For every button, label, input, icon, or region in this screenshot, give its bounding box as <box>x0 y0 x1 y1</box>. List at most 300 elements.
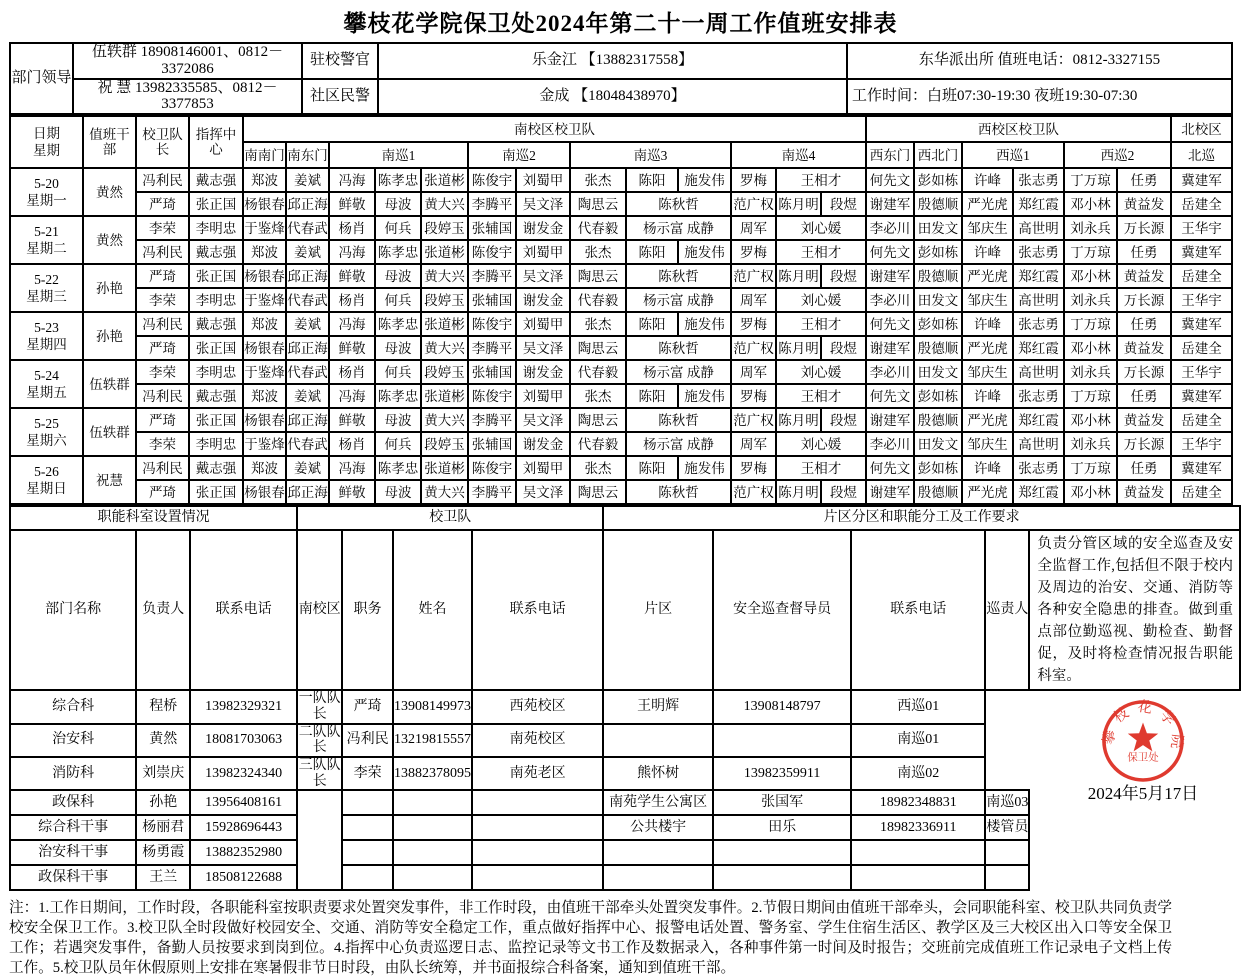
guard-name-cell: 刘心媛 <box>776 360 866 384</box>
duty-row <box>10 216 1232 240</box>
column-header: 南巡1 <box>329 142 468 168</box>
department-person-cell: 杨勇霞 <box>136 840 190 865</box>
guard-name-cell: 王华宇 <box>1171 432 1232 456</box>
guard-name-cell: 戴志强 <box>189 456 243 480</box>
zone-supervisor-cell: 田乐 <box>713 815 851 840</box>
guard-name-cell: 高世明 <box>1013 432 1064 456</box>
guard-name-cell: 岳建全 <box>1171 480 1232 504</box>
guard-name-cell: 施发伟 <box>678 240 731 264</box>
date-cell <box>10 216 83 264</box>
guard-name-cell: 严琦 <box>136 264 189 288</box>
guard-name-cell: 杨肖 <box>329 288 375 312</box>
zone-supervisor-cell <box>713 840 851 865</box>
guard-name-cell: 邱正海 <box>286 192 329 216</box>
guard-name-cell: 郑红霞 <box>1013 192 1064 216</box>
guard-name-cell: 许峰 <box>962 240 1013 264</box>
guard-name-cell: 李明忠 <box>189 216 243 240</box>
guard-name-cell: 刘蜀甲 <box>516 384 570 408</box>
guard-name-cell: 施发伟 <box>678 168 731 192</box>
zone-patrol-header: 巡责人 <box>985 530 1029 690</box>
guard-name-cell: 冀建军 <box>1171 168 1232 192</box>
guard-name-cell: 张杰 <box>570 456 626 480</box>
guard-name-cell: 陶思云 <box>570 192 626 216</box>
weekday-label: 星期四 <box>26 337 67 353</box>
guard-name-cell <box>393 790 472 815</box>
guard-name-cell: 何兵 <box>375 288 421 312</box>
guard-name-cell: 张志勇 <box>1013 240 1064 264</box>
guard-name-cell: 吴文泽 <box>516 408 570 432</box>
guard-name-cell: 陈孝忠 <box>375 384 421 408</box>
guard-name-cell: 施发伟 <box>678 384 731 408</box>
work-hours: 工作时间：白班07:30-19:30 夜班19:30-07:30 <box>847 79 1232 115</box>
department-name-cell: 综合科干事 <box>10 815 136 840</box>
guard-name-cell: 代春毅 <box>570 432 626 456</box>
guard-role-cell <box>342 840 393 865</box>
guard-name-cell: 刘蜀甲 <box>516 240 570 264</box>
zone-patrol-cell: 楼管员 <box>985 815 1029 840</box>
guard-name-cell: 李腾平 <box>468 408 516 432</box>
guard-name-cell: 陈阳 <box>626 456 678 480</box>
guard-name-cell: 黄大兴 <box>421 264 468 288</box>
guard-name-cell: 代春武 <box>286 216 329 240</box>
guard-name-cell: 王相才 <box>776 384 866 408</box>
guard-name-cell: 李腾平 <box>468 264 516 288</box>
guard-role-cell: 三队队长 <box>298 757 341 789</box>
guard-name-cell: 谢建军 <box>866 336 914 360</box>
dept-person-header: 负责人 <box>136 530 190 690</box>
guard-name-cell: 代春毅 <box>570 288 626 312</box>
dept-phone-header: 联系电话 <box>190 530 297 690</box>
guard-phone-cell <box>472 790 603 815</box>
guard-name-cell: 李腾平 <box>468 480 516 504</box>
guard-name-cell: 张志勇 <box>1013 456 1064 480</box>
column-header: 西北门 <box>914 142 962 168</box>
guard-role-header: 职务 <box>342 530 393 690</box>
guard-name-cell: 刘心媛 <box>776 216 866 240</box>
table-row <box>10 79 1232 115</box>
guard-phone-cell <box>472 840 603 865</box>
guard-name-cell: 刘永兵 <box>1064 432 1117 456</box>
duty-row <box>10 264 1232 288</box>
guard-name-cell: 鲜敬 <box>329 192 375 216</box>
guard-name-cell: 吴文泽 <box>516 264 570 288</box>
guard-name-cell: 冀建军 <box>1171 456 1232 480</box>
guard-name-cell: 陶思云 <box>570 408 626 432</box>
department-name-cell: 治安科干事 <box>10 840 136 865</box>
seal-ring-text: 攀枝花学院 <box>1100 698 1186 757</box>
guard-name-cell: 张正国 <box>189 264 243 288</box>
guard-name-cell: 母波 <box>375 480 421 504</box>
date-cell <box>10 264 83 312</box>
guard-name-cell: 戴志强 <box>189 312 243 336</box>
guard-name-cell: 母波 <box>375 408 421 432</box>
guard-name-cell: 杨银春 <box>243 408 286 432</box>
guard-name-cell: 冯利民 <box>136 456 189 480</box>
guard-name-cell: 刘蜀甲 <box>516 168 570 192</box>
south-campus-header: 南校区校卫队 <box>243 116 866 142</box>
work-requirements-text: 负责分管区域的安全巡查及安全监督工作,包括但不限于校内及周边的治安、交通、消防等各种安全隐患的排查。做到重点部位勤巡视、勤检查、勤督促，及时将检查情况报告职能科室。 <box>1029 530 1240 690</box>
department-phone-cell: 18508122688 <box>190 865 297 890</box>
date-label: 5-23 <box>34 319 59 335</box>
guard-name-cell: 谢建军 <box>866 192 914 216</box>
guard-name-cell: 黄益发 <box>1117 408 1171 432</box>
guard-name-cell: 邱正海 <box>286 408 329 432</box>
guard-name-cell: 郑波 <box>243 312 286 336</box>
guard-name-cell: 许峰 <box>962 456 1013 480</box>
guard-name-cell: 施发伟 <box>678 312 731 336</box>
guard-name-cell: 张正国 <box>189 408 243 432</box>
guard-name-cell: 万长源 <box>1117 216 1171 240</box>
guard-phone-cell <box>472 815 603 840</box>
table-row <box>10 815 1240 840</box>
duty-cadre-cell: 黄然 <box>83 168 136 216</box>
guard-name-cell: 高世明 <box>1013 360 1064 384</box>
guard-name-cell: 刘心媛 <box>776 288 866 312</box>
guard-name-cell: 段婷玉 <box>421 288 468 312</box>
leaders-label: 部门领导 <box>10 43 73 114</box>
guard-name-cell: 万长源 <box>1117 360 1171 384</box>
bottom-info-table <box>9 505 1241 891</box>
guard-name-cell: 严琦 <box>136 408 189 432</box>
guard-name-cell <box>393 840 472 865</box>
duty-cadre-cell: 祝慧 <box>83 456 136 504</box>
column-header: 南巡4 <box>731 142 866 168</box>
guard-name-cell: 罗梅 <box>731 240 776 264</box>
date-label: 5-21 <box>34 223 59 239</box>
guard-name-cell: 刘永兵 <box>1064 216 1117 240</box>
guard-name-cell: 严琦 <box>342 690 393 723</box>
department-info-table <box>9 42 1233 115</box>
zone-supervisor-cell <box>603 724 713 757</box>
zone-patrol-cell <box>985 865 1029 890</box>
guard-name-cell: 郑红霞 <box>1013 264 1064 288</box>
guard-name-cell: 范广权 <box>731 192 776 216</box>
zones-section-title: 片区分区和职能分工及工作要求 <box>603 506 1240 530</box>
guard-name-cell: 王相才 <box>776 240 866 264</box>
table-row <box>10 724 1240 757</box>
guard-name-cell: 母波 <box>375 192 421 216</box>
guard-name-cell: 邓小林 <box>1064 480 1117 504</box>
guard-name-cell: 张志勇 <box>1013 384 1064 408</box>
guard-phone-cell: 13219815557 <box>393 724 472 757</box>
zone-area-cell <box>603 840 713 865</box>
guard-name-cell: 谢建军 <box>866 480 914 504</box>
weekday-label: 星期六 <box>26 433 67 449</box>
guard-name-cell: 杨示富 成静 <box>626 432 731 456</box>
table-row <box>10 690 1240 723</box>
guard-name-cell: 邱正海 <box>286 480 329 504</box>
guard-name-cell: 陈俊宇 <box>468 384 516 408</box>
guard-name-cell: 李荣 <box>136 432 189 456</box>
guard-name-cell: 姜斌 <box>286 456 329 480</box>
zone-phone-cell: 18982336911 <box>851 815 985 840</box>
guard-name-cell: 鲜敬 <box>329 408 375 432</box>
guard-name-cell: 任勇 <box>1117 168 1171 192</box>
duty-cadre-cell: 伍轶群 <box>83 360 136 408</box>
guard-name-cell <box>393 815 472 840</box>
guard-name-cell: 母波 <box>375 336 421 360</box>
date-cell <box>10 456 83 504</box>
table-row <box>10 506 1240 530</box>
guard-name-cell: 张辅国 <box>468 432 516 456</box>
guard-name-cell: 冯利民 <box>136 168 189 192</box>
duty-row <box>10 432 1232 456</box>
guard-name-cell: 周军 <box>731 288 776 312</box>
weekday-label: 星期一 <box>26 193 67 209</box>
guard-name-cell: 田发文 <box>914 288 962 312</box>
guard-name-cell: 姜斌 <box>286 384 329 408</box>
guard-name-cell: 许峰 <box>962 168 1013 192</box>
guard-name-cell: 施发伟 <box>678 456 731 480</box>
guard-name-cell: 陈月明 <box>776 264 821 288</box>
guard-name-cell: 邓小林 <box>1064 336 1117 360</box>
date-cell <box>10 360 83 408</box>
department-name-cell: 治安科 <box>10 724 136 757</box>
page-title: 攀枝花学院保卫处2024年第二十一周工作值班安排表 <box>343 11 898 36</box>
guard-name-cell: 何先文 <box>866 168 914 192</box>
guard-name-cell: 殷德顺 <box>914 264 962 288</box>
guard-name-cell: 段煜 <box>821 336 866 360</box>
guard-name-cell: 杨肖 <box>329 216 375 240</box>
guard-name-cell: 任勇 <box>1117 384 1171 408</box>
guard-name-cell: 彭如栋 <box>914 168 962 192</box>
department-phone-cell: 18081703063 <box>190 724 297 757</box>
guard-name-cell: 何兵 <box>375 216 421 240</box>
guard-name-cell: 鲜敬 <box>329 336 375 360</box>
guard-name-cell: 段婷玉 <box>421 360 468 384</box>
guard-name-cell: 黄益发 <box>1117 480 1171 504</box>
guard-name-cell: 邹庆生 <box>962 432 1013 456</box>
zone-phone-cell <box>851 865 985 890</box>
guard-name-cell: 谢发金 <box>516 288 570 312</box>
cadre-header: 值班干部 <box>83 116 136 168</box>
guard-name-cell: 冯利民 <box>136 384 189 408</box>
guard-name-cell: 段煜 <box>821 408 866 432</box>
guard-name-cell: 许峰 <box>962 312 1013 336</box>
guard-name-cell: 彭如栋 <box>914 456 962 480</box>
zone-supervisor-cell: 张国军 <box>713 790 851 815</box>
guard-name-cell: 于鉴烽 <box>243 432 286 456</box>
guard-name-cell: 戴志强 <box>189 168 243 192</box>
guard-name-cell: 严光虎 <box>962 336 1013 360</box>
guard-name-cell: 张正国 <box>189 480 243 504</box>
zone-phone-cell <box>851 840 985 865</box>
guard-name-cell: 范广权 <box>731 408 776 432</box>
guard-name-cell: 鲜敬 <box>329 480 375 504</box>
guard-name-cell: 代春毅 <box>570 216 626 240</box>
guard-name-cell: 严光虎 <box>962 408 1013 432</box>
guard-role-cell <box>342 790 393 815</box>
duty-row <box>10 384 1232 408</box>
guard-name-cell: 代春毅 <box>570 360 626 384</box>
guard-name-cell: 丁万琼 <box>1064 384 1117 408</box>
guard-name-cell: 李明忠 <box>189 288 243 312</box>
guard-name-cell: 杨银春 <box>243 192 286 216</box>
north-campus-header: 北校区 <box>1171 116 1232 142</box>
west-campus-header: 西校区校卫队 <box>866 116 1171 142</box>
zone-phone-cell <box>713 724 851 757</box>
zone-area-cell: 公共楼宇 <box>603 815 713 840</box>
duty-cadre-cell: 伍轶群 <box>83 408 136 456</box>
police-station-phone: 东华派出所 值班电话：0812-3327155 <box>847 43 1232 79</box>
guard-name-cell: 姜斌 <box>286 312 329 336</box>
guard-name-cell: 何先文 <box>866 384 914 408</box>
guard-name-cell: 冯海 <box>329 240 375 264</box>
duty-cadre-cell: 黄然 <box>83 216 136 264</box>
guard-name-cell: 邱正海 <box>286 264 329 288</box>
zone-patrol-cell: 南巡02 <box>851 757 985 790</box>
community-police-contact: 金成 【18048438970】 <box>378 79 847 115</box>
guard-phone-cell: 13882378095 <box>393 757 472 790</box>
guard-name-cell: 张道彬 <box>421 312 468 336</box>
guard-name-cell: 李荣 <box>342 757 393 790</box>
guard-name-cell: 张杰 <box>570 168 626 192</box>
duty-cadre-cell: 孙艳 <box>83 312 136 360</box>
guard-name-cell: 段煜 <box>821 192 866 216</box>
leader-2-contact: 祝 慧 13982335585、0812－3377853 <box>73 79 302 115</box>
zone-patrol-cell: 南巡01 <box>851 724 985 757</box>
leader-1-contact: 伍轶群 18908146001、0812－3372086 <box>73 43 302 79</box>
guard-name-cell: 严光虎 <box>962 192 1013 216</box>
date-cell <box>10 312 83 360</box>
guard-name-cell: 邹庆生 <box>962 288 1013 312</box>
guard-name-cell: 陈俊宇 <box>468 456 516 480</box>
department-person-cell: 杨丽君 <box>136 815 190 840</box>
guard-name-cell: 姜斌 <box>286 240 329 264</box>
guard-name-cell: 丁万琼 <box>1064 240 1117 264</box>
guard-name-cell: 陈秋哲 <box>626 336 731 360</box>
guard-name-cell: 戴志强 <box>189 240 243 264</box>
column-header: 北巡 <box>1171 142 1232 168</box>
zone-area-cell: 西苑校区 <box>472 690 603 723</box>
guard-name-cell: 何先文 <box>866 312 914 336</box>
guard-name-cell: 范广权 <box>731 480 776 504</box>
guard-name-cell: 于鉴烽 <box>243 216 286 240</box>
duty-row <box>10 336 1232 360</box>
duty-row <box>10 408 1232 432</box>
weekly-duty-table <box>9 115 1233 505</box>
column-header: 南东门 <box>286 142 329 168</box>
guard-name-cell: 冀建军 <box>1171 240 1232 264</box>
guard-name-cell: 冯海 <box>329 312 375 336</box>
guard-name-cell: 冯海 <box>329 168 375 192</box>
guard-name-cell: 田发文 <box>914 432 962 456</box>
guard-name-cell: 黄大兴 <box>421 336 468 360</box>
guard-name-cell: 谢发金 <box>516 360 570 384</box>
guard-name-cell: 万长源 <box>1117 432 1171 456</box>
guard-name-cell: 李荣 <box>136 360 189 384</box>
guard-name-cell: 杨肖 <box>329 360 375 384</box>
guard-name-cell: 吴文泽 <box>516 336 570 360</box>
column-header: 西巡1 <box>962 142 1064 168</box>
department-phone-cell: 13982324340 <box>190 757 297 790</box>
date-label: 5-20 <box>34 175 59 191</box>
guard-name-cell: 陈秋哲 <box>626 264 731 288</box>
guard-name-cell: 周军 <box>731 432 776 456</box>
guard-name-cell: 岳建全 <box>1171 408 1232 432</box>
guard-name-cell: 段煜 <box>821 480 866 504</box>
guard-name-cell: 谢发金 <box>516 216 570 240</box>
zone-supervisor-cell <box>713 865 851 890</box>
guard-name-cell: 张杰 <box>570 312 626 336</box>
duty-row <box>10 360 1232 384</box>
guard-name-cell: 许峰 <box>962 384 1013 408</box>
guard-name-cell: 张志勇 <box>1013 312 1064 336</box>
guard-name-cell: 郑波 <box>243 168 286 192</box>
zone-patrol-cell: 西巡01 <box>851 690 985 723</box>
guard-name-cell: 鲜敬 <box>329 264 375 288</box>
guard-name-cell: 张正国 <box>189 336 243 360</box>
guard-name-cell: 黄大兴 <box>421 192 468 216</box>
south-campus-region-label: 南校区 <box>297 530 342 690</box>
guard-name-cell: 李明忠 <box>189 360 243 384</box>
zone-phone-cell: 13982359911 <box>713 757 851 790</box>
zone-area-cell: 南苑学生公寓区 <box>603 790 713 815</box>
guard-name-cell: 张道彬 <box>421 456 468 480</box>
guard-name-cell: 冯利民 <box>136 240 189 264</box>
date-cell <box>10 408 83 456</box>
guard-name-cell: 黄益发 <box>1117 264 1171 288</box>
guard-name-cell: 陈月明 <box>776 336 821 360</box>
date-label: 5-25 <box>34 415 59 431</box>
duty-row <box>10 456 1232 480</box>
date-label: 5-24 <box>34 367 59 383</box>
guard-name-cell: 刘永兵 <box>1064 288 1117 312</box>
date-cell <box>10 168 83 216</box>
guard-name-cell: 戴志强 <box>189 384 243 408</box>
department-name-cell: 综合科 <box>10 690 136 723</box>
guard-name-cell: 李腾平 <box>468 336 516 360</box>
guard-name-cell: 陈阳 <box>626 312 678 336</box>
guard-name-cell: 冀建军 <box>1171 312 1232 336</box>
guard-name-cell: 范广权 <box>731 336 776 360</box>
guard-name-cell: 黄益发 <box>1117 192 1171 216</box>
guard-phone-cell <box>472 865 603 890</box>
zone-area-cell <box>603 865 713 890</box>
zone-area-cell: 南苑老区 <box>472 757 603 790</box>
zone-area-cell: 南苑校区 <box>472 724 603 757</box>
column-header: 南南门 <box>243 142 286 168</box>
guard-name-cell: 罗梅 <box>731 456 776 480</box>
guard-name-cell: 岳建全 <box>1171 336 1232 360</box>
department-person-cell: 黄然 <box>136 724 190 757</box>
zone-phone-cell: 13908148797 <box>713 690 851 723</box>
guard-name-cell: 谢建军 <box>866 408 914 432</box>
guard-name-cell: 彭如栋 <box>914 240 962 264</box>
guard-name-cell: 张辅国 <box>468 360 516 384</box>
department-person-cell: 程桥 <box>136 690 190 723</box>
guard-name-cell: 郑波 <box>243 456 286 480</box>
guard-name-cell: 张辅国 <box>468 216 516 240</box>
guard-name-cell: 彭如栋 <box>914 312 962 336</box>
guard-name-cell: 李荣 <box>136 216 189 240</box>
guard-name-cell: 谢发金 <box>516 432 570 456</box>
guard-name-cell: 陈孝忠 <box>375 312 421 336</box>
department-phone-cell: 15928696443 <box>190 815 297 840</box>
guard-name-cell: 王相才 <box>776 168 866 192</box>
guard-name-cell: 张辅国 <box>468 288 516 312</box>
guard-name-cell: 李必川 <box>866 288 914 312</box>
guard-name-cell: 高世明 <box>1013 288 1064 312</box>
guard-name-cell: 严琦 <box>136 336 189 360</box>
region-empty-cell <box>297 790 342 890</box>
guard-name-cell: 范广权 <box>731 264 776 288</box>
guard-name-cell: 岳建全 <box>1171 264 1232 288</box>
guard-name-cell: 陈秋哲 <box>626 192 731 216</box>
department-person-cell: 王兰 <box>136 865 190 890</box>
guard-name-cell: 张道彬 <box>421 384 468 408</box>
guard-name-cell: 邓小林 <box>1064 408 1117 432</box>
